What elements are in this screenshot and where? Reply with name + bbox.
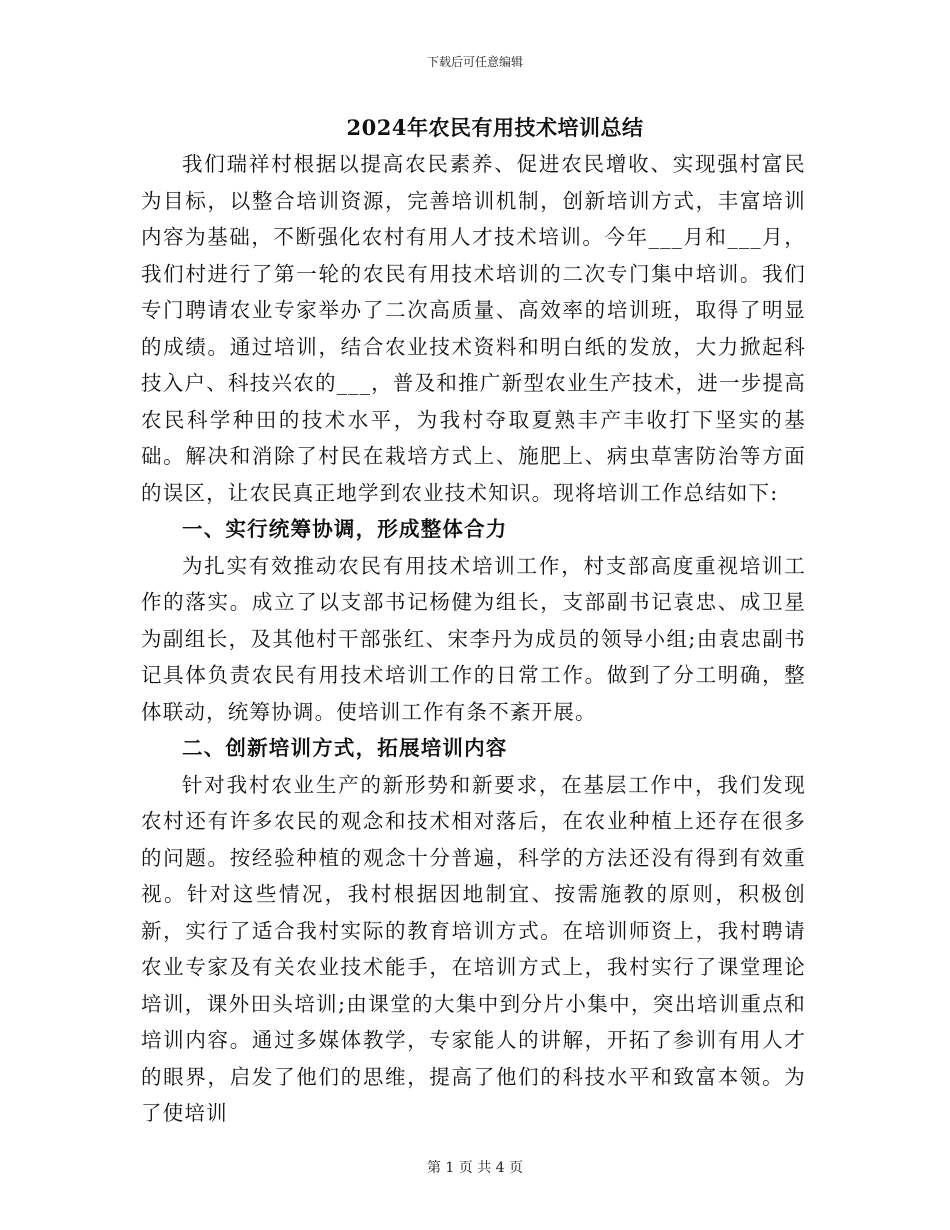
section-1-paragraph: 为扎实有效推动农民有用技术培训工作，村支部高度重视培训工作的落实。成立了以支部书记杨健为组长，支部副书记袁忠、成卫星为副组长，及其他村干部张红、宋李丹为成员的领导小组;由袁忠副书记具体负责农民有用技术培训工作的日常工作。做到了分工明确，整体联动，统筹协调。使培训工作有条不紊开展。	[141, 553, 806, 724]
document-title: 2024年农民有用技术培训总结	[346, 115, 644, 140]
section-1-heading: 一、实行统筹协调，形成整体合力	[182, 517, 508, 541]
section-2-paragraph: 针对我村农业生产的新形势和新要求，在基层工作中，我们发现农村还有许多农民的观念和技术相对落后，在农业种植上还存在很多的问题。按经验种植的观念十分普遍，科学的方法还没有得到有效重视。针对这些情况，我村根据因地制宜、按需施教的原则，积极创新，实行了适合我村实际的教育培训方式。在培训师资上，我村聘请农业专家及有关农业技术能手，在培训方式上，我村实行了课堂理论培训，课外田头培训;由课堂的大集中到分片小集中，突出培训重点和培训内容。通过多媒体教学，专家能人的讲解，开拓了参训有用人才的眼界，启发了他们的思维，提高了他们的科技水平和致富本领。为了使培训	[141, 772, 806, 1125]
page-indicator: 第 1 页 共 4 页	[426, 1160, 524, 1176]
section-2-heading: 二、创新培训方式，拓展培训内容	[182, 736, 508, 760]
header-note: 下载后可任意编辑	[426, 55, 523, 69]
document-body	[141, 146, 806, 1132]
intro-paragraph: 我们瑞祥村根据以提高农民素养、促进农民增收、实现强村富民为目标，以整合培训资源，完善培训机制，创新培训方式，丰富培训内容为基础，不断强化农村有用人才技术培训。今年___月和___月，我们村进行了第一轮的农民有用技术培训的二次专门集中培训。我们专门聘请农业专家举办了二次高质量、高效率的培训班，取得了明显的成绩。通过培训，结合农业技术资料和明白纸的发放，大力掀起科技入户、科技兴农的___，普及和推广新型农业生产技术，进一步提高农民科学种田的技术水平，为我村夺取夏熟丰产丰收打下坚实的基础。解决和消除了村民在栽培方式上、施肥上、病虫草害防治等方面的误区，让农民真正地学到农业技术知识。现将培训工作总结如下:	[141, 152, 806, 505]
